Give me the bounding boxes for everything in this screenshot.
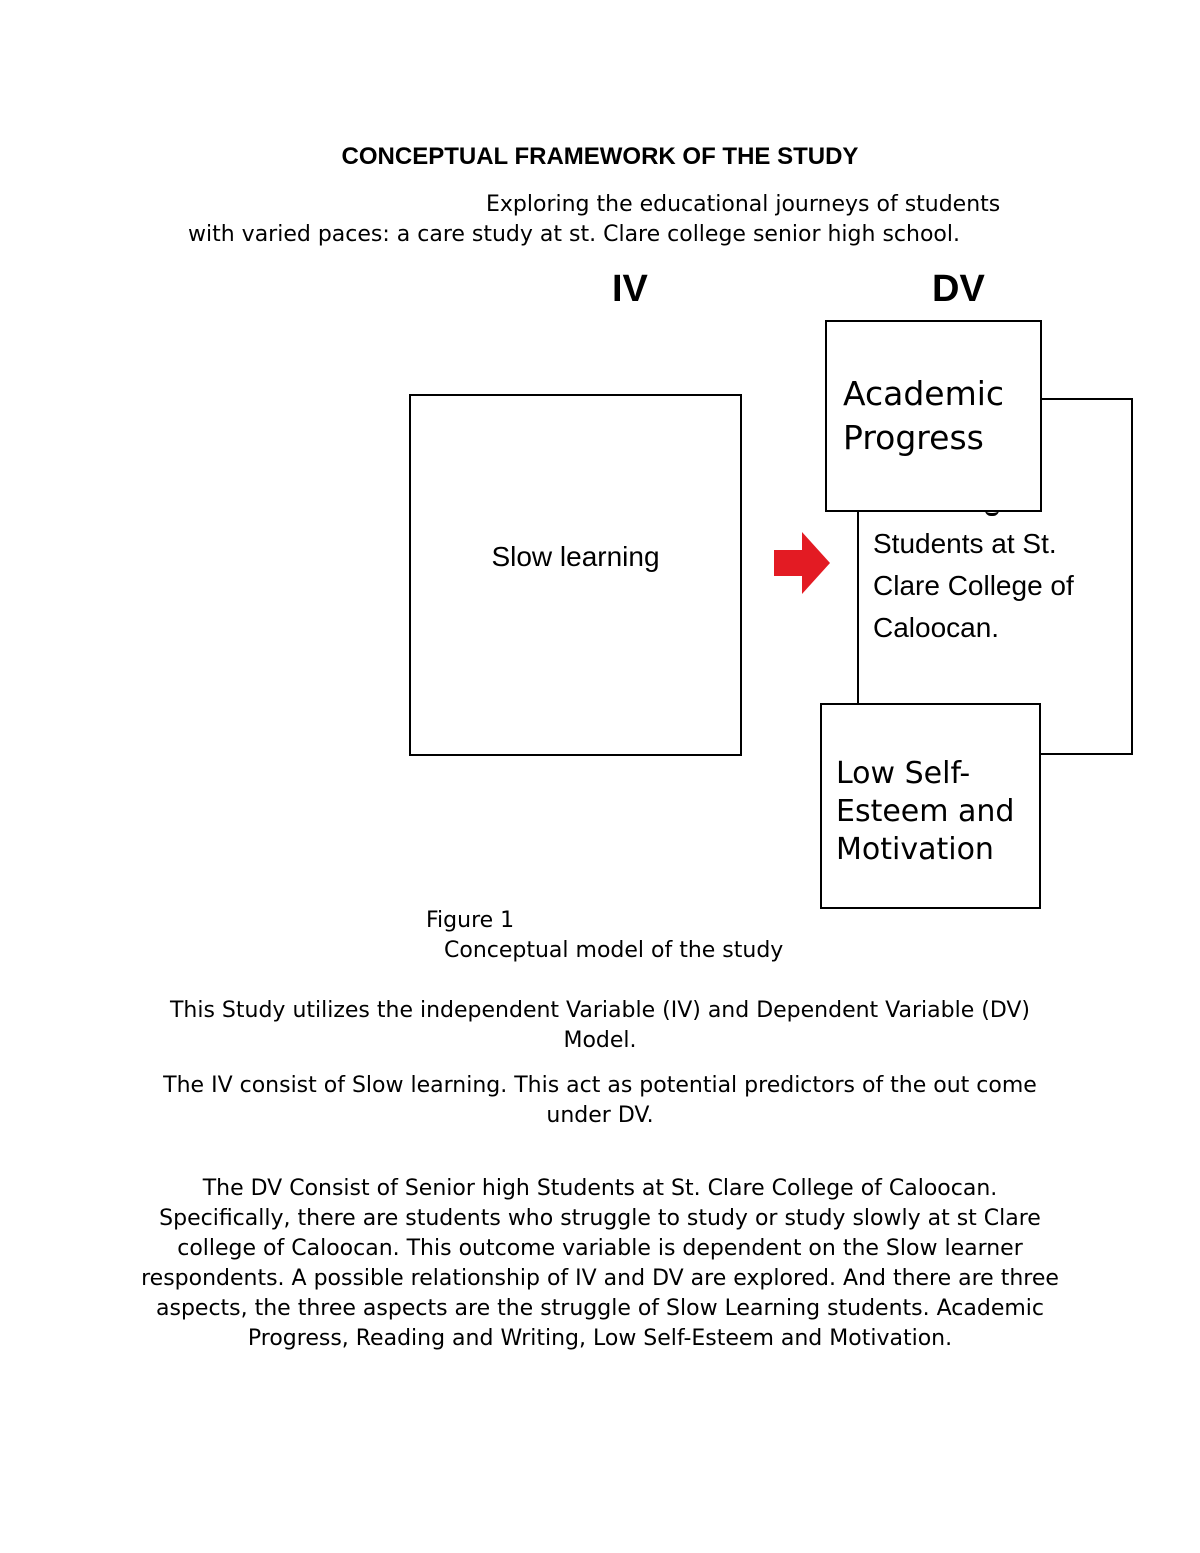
arrow-right-icon bbox=[772, 530, 832, 596]
iv-box-label: Slow learning bbox=[491, 541, 660, 572]
paragraph-iv: The IV consist of Slow learning. This act as potential predictors of the out come under DV. bbox=[163, 1073, 1037, 1128]
dv-middle-text: Students at St. Clare College of Caloocan. bbox=[873, 528, 1074, 643]
document-title: CONCEPTUAL FRAMEWORK OF THE STUDY bbox=[341, 143, 859, 170]
paragraph-dv: The DV Consist of Senior high Students at St. Clare College of Caloocan. Specifically, there are students who struggle to study or study slowly at st Clare college of Caloocan. This outcome variable is dependent on the Slow learner respondents. A possible relationship of IV and DV are explored. And there are three aspects, the three aspects are the struggle of Slow Learning students. Academic Progress, Reading and Writing, Low Self-Esteem and Motivation. bbox=[141, 1176, 1059, 1351]
subtitle-line-2: with varied paces: a care study at st. Clare college senior high school. bbox=[188, 222, 960, 247]
dv-heading: DV bbox=[932, 268, 985, 310]
low-self-esteem-label: Low Self-Esteem and Motivation bbox=[836, 756, 1015, 867]
connector-right-top bbox=[1040, 398, 1133, 400]
iv-heading: IV bbox=[612, 268, 648, 310]
subtitle-line-1: Exploring the educational journeys of students bbox=[486, 192, 1001, 217]
connector-right-vertical bbox=[1131, 398, 1133, 755]
iv-box bbox=[409, 394, 742, 756]
figure-caption: Conceptual model of the study bbox=[444, 938, 784, 963]
connector-left-vertical bbox=[857, 510, 859, 705]
paragraph-model: This Study utilizes the independent Variable (IV) and Dependent Variable (DV) Model. bbox=[169, 998, 1031, 1053]
academic-progress-label: Academic Progress bbox=[843, 374, 1005, 457]
connector-right-bottom bbox=[1040, 753, 1133, 755]
figure-label: Figure 1 bbox=[426, 908, 515, 933]
